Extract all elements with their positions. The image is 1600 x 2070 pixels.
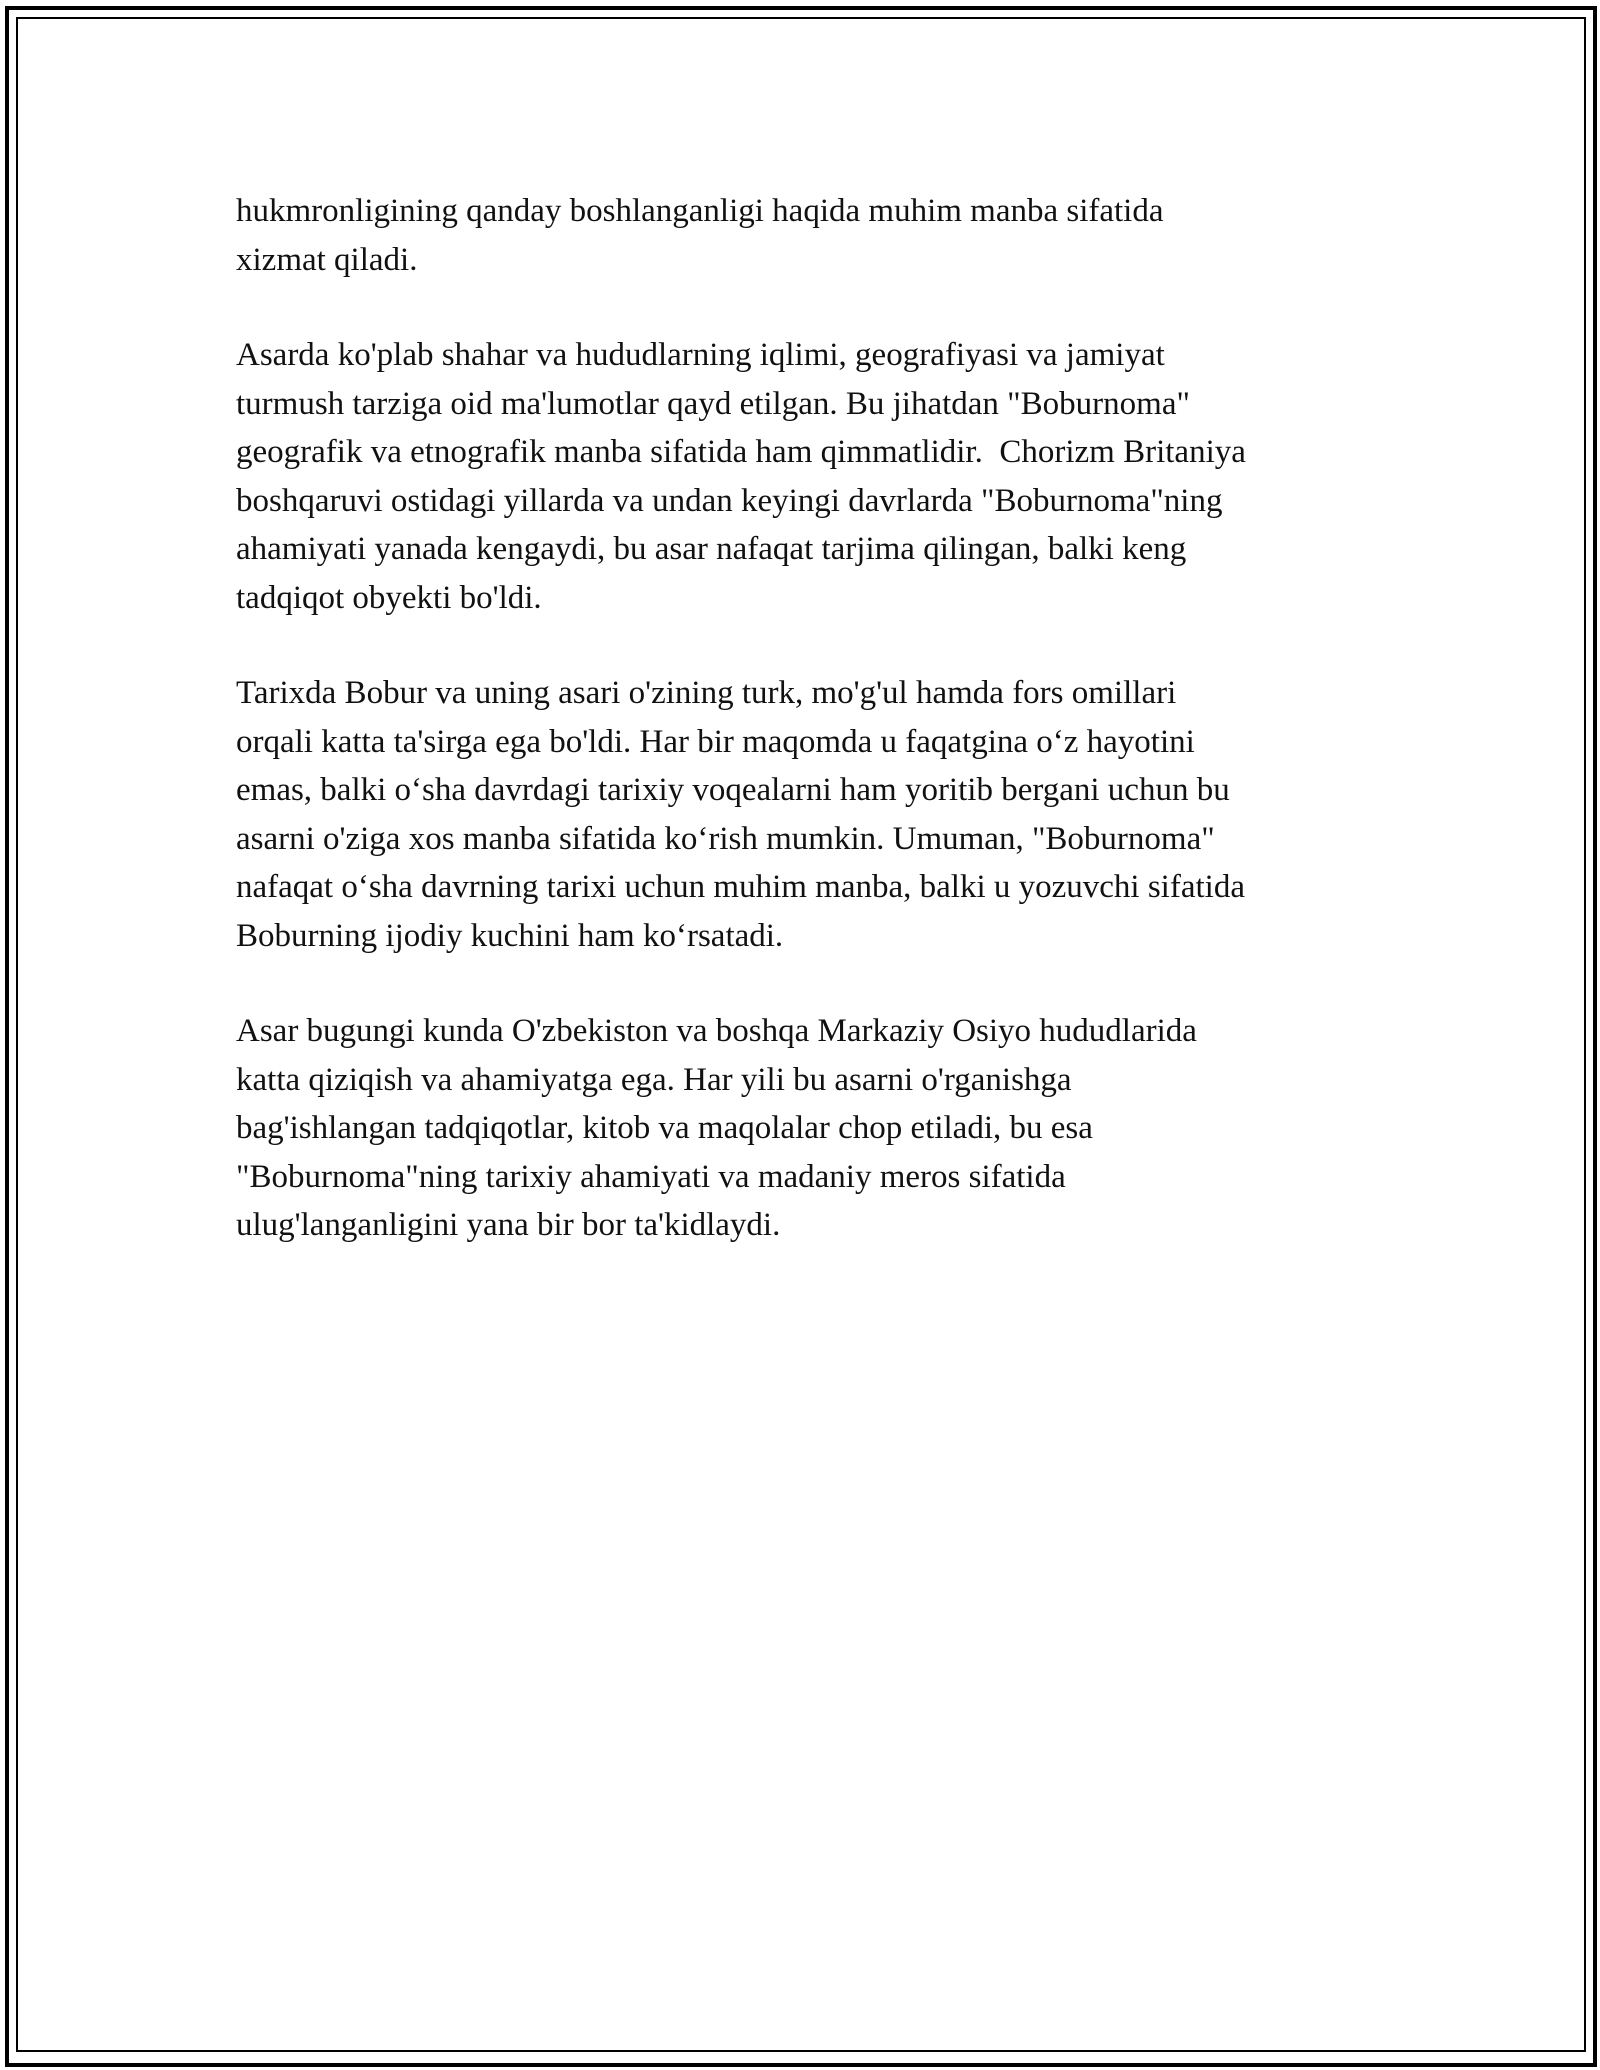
text-line: nafaqat o‘sha davrning tarixi uchun muhim manba, balki u yozuvchi sifatida bbox=[236, 869, 1245, 905]
text-line: Asar bugungi kunda O'zbekiston va boshqa Markaziy Osiyo hududlarida bbox=[236, 1013, 1197, 1049]
text-line: bag'ishlangan tadqiqotlar, kitob va maqolalar chop etiladi, bu esa bbox=[236, 1110, 1093, 1146]
text-line: ahamiyati yanada kengaydi, bu asar nafaqat tarjima qilingan, balki keng bbox=[236, 531, 1187, 567]
text-line: "Boburnoma"ning tarixiy ahamiyati va madaniy meros sifatida bbox=[236, 1158, 1066, 1195]
text-line: Boburning ijodiy kuchini ham ko‘rsatadi. bbox=[236, 917, 784, 954]
text-line: turmush tarziga oid ma'lumotlar qayd etilgan. Bu jihatdan "Boburnoma" bbox=[236, 385, 1190, 422]
paragraph-3 bbox=[236, 669, 1376, 960]
text-line: asarni o'ziga xos manba sifatida ko‘rish mumkin. Umuman, "Boburnoma" bbox=[236, 820, 1215, 857]
text-line: ulug'langanligini yana bir bor ta'kidlaydi. bbox=[236, 1207, 781, 1243]
text-line: xizmat qiladi. bbox=[236, 241, 418, 278]
text-line: Asarda ko'plab shahar va hududlarning iqlimi, geografiyasi va jamiyat bbox=[236, 337, 1165, 373]
paragraph-2 bbox=[236, 331, 1376, 622]
text-line: emas, balki o‘sha davrdagi tarixiy voqealarni ham yoritib bergani uchun bu bbox=[236, 772, 1230, 808]
text-line: tadqiqot obyekti bo'ldi. bbox=[236, 579, 542, 616]
text-line: Tarixda Bobur va uning asari o'zining turk, mo'g'ul hamda fors omillari bbox=[236, 675, 1177, 711]
text-line: katta qiziqish va ahamiyatga ega. Har yili bu asarni o'rganishga bbox=[236, 1061, 1072, 1098]
text-line: orqali katta ta'sirga ega bo'ldi. Har bir maqomda u faqatgina o‘z hayotini bbox=[236, 723, 1195, 760]
text-line: boshqaruvi ostidagi yillarda va undan keyingi davrlarda "Boburnoma"ning bbox=[236, 482, 1223, 519]
paragraph-4 bbox=[236, 1007, 1376, 1250]
paragraph-1 bbox=[236, 187, 1376, 284]
text-line: hukmronligining qanday boshlanganligi haqida muhim manba sifatida bbox=[236, 193, 1164, 229]
document-body bbox=[236, 187, 1376, 1297]
text-line: geografik va etnografik manba sifatida ham qimmatlidir. Chorizm Britaniya bbox=[236, 434, 1246, 470]
